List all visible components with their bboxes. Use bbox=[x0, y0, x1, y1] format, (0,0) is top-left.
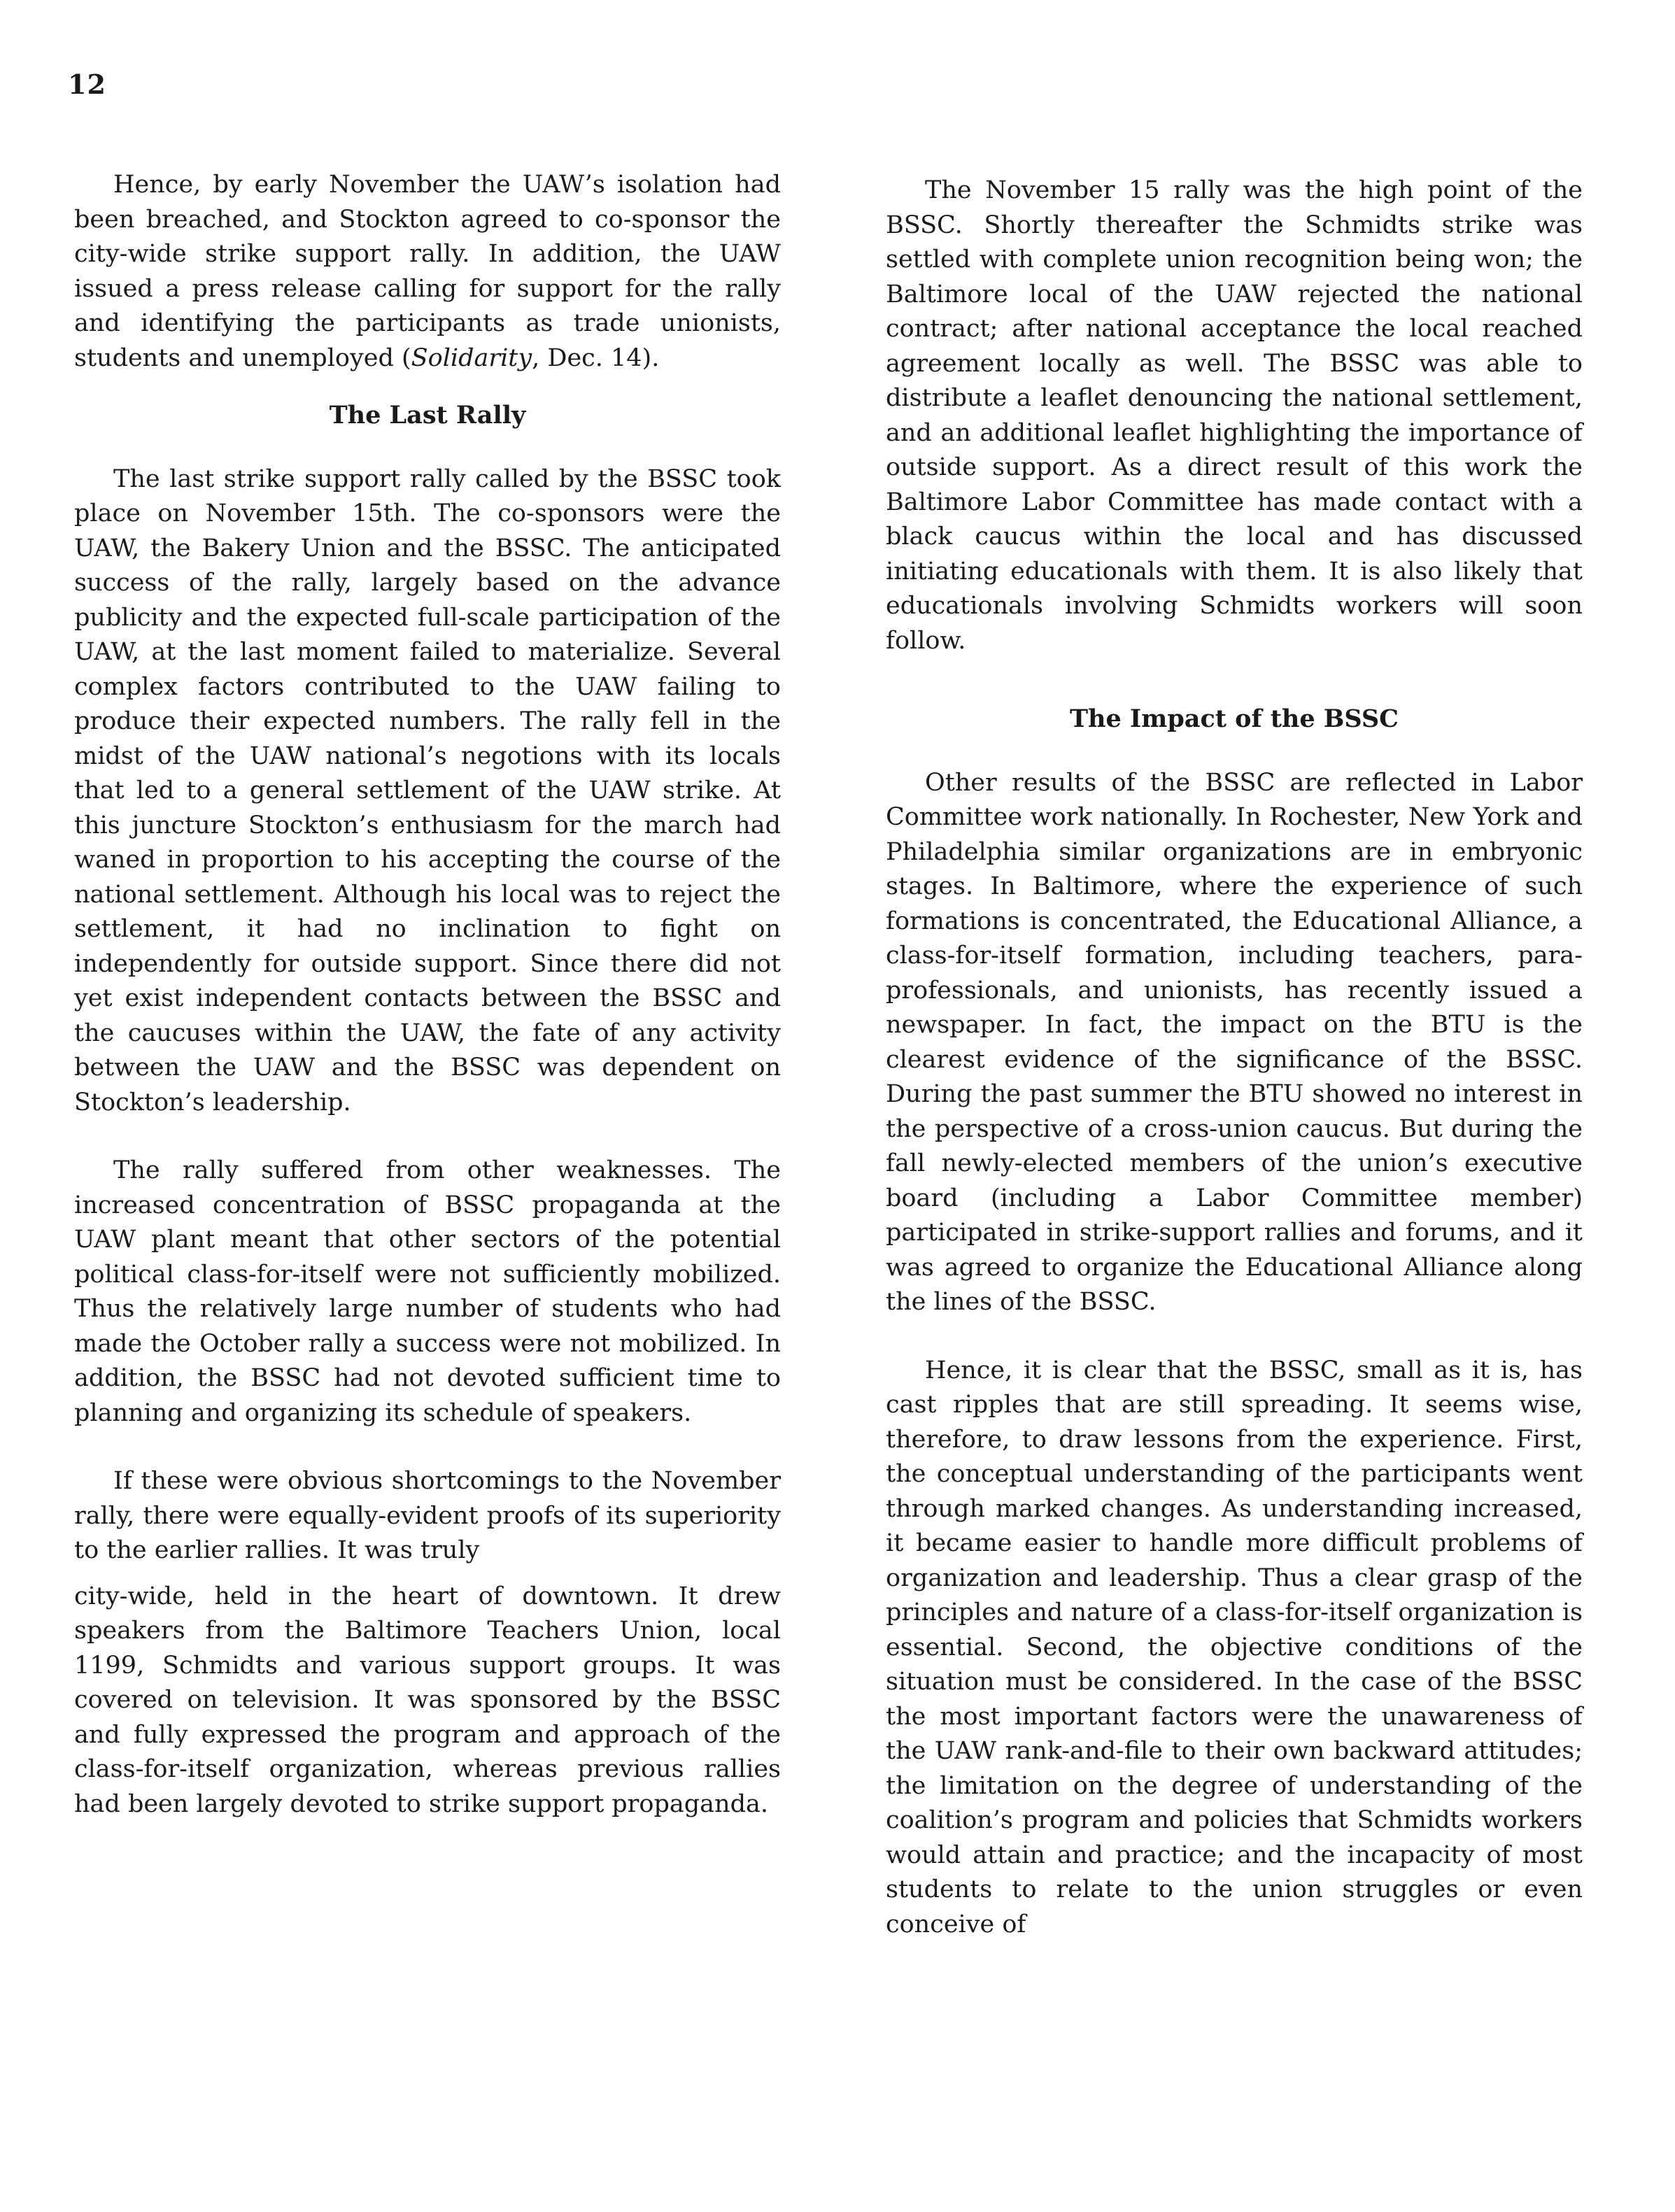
right-column bbox=[886, 168, 1583, 1942]
left-paragraph-3: The rally suffered from other weaknesses. The increased concentration of BSSC propaganda at the UAW plant meant that other sectors of the potential political class-for-itself were not sufficiently mobilized. Thus the relatively large number of students who had made the October rally a success were not mobilized. In addition, the BSSC had not devoted sufficient time to planning and organizing its schedule of speakers. bbox=[74, 1156, 781, 1427]
heading-last-rally: The Last Rally bbox=[329, 401, 526, 430]
right-paragraph-1: The November 15 rally was the high point of the BSSC. Shortly thereafter the Schmidts strike was settled with complete union recognition being won; the Baltimore local of the UAW rejected the national contract; after national acceptance the local reached agreement locally as well. The BSSC was able to distribute a leaflet denouncing the national settlement, and an additional leaflet highlighting the importance of outside support. As a direct result of this work the Baltimore Labor Committee has made contact with a black caucus within the local and has discussed initiating educationals with them. It is also likely that educationals involving Schmidts workers will soon follow. bbox=[886, 176, 1583, 655]
left-paragraph-2: The last strike support rally called by the BSSC took place on November 15th. The co-sponsors were the UAW, the Bakery Union and the BSSC. The anticipated success of the rally, largely based on the advance publicity and the expected full-scale participation of the UAW, at the last moment failed to materialize. Several complex factors contributed to the UAW failing to produce their expected numbers. The rally fell in the midst of the UAW national’s negotions with its locals that led to a general settlement of the UAW strike. At this juncture Stockton’s enthusiasm for the march had waned in proportion to his accepting the course of the national settlement. Although his local was to reject the settlement, it had no inclination to fight on independently for outside support. Since there did not yet exist independent contacts between the BSSC and the caucuses within the UAW, the fate of any activity between the UAW and the BSSC was dependent on Stockton’s leadership. bbox=[74, 465, 781, 1116]
left-paragraph-1-end: , Dec. 14). bbox=[532, 343, 660, 372]
page-number: 12 bbox=[68, 69, 106, 100]
citation-solidarity: Solidarity bbox=[411, 343, 532, 372]
right-paragraph-3: Hence, it is clear that the BSSC, small as it is, has cast ripples that are still spreading. It seems wise, therefore, to draw lessons from the experience. First, the conceptual understanding of the participants went through marked changes. As understanding increased, it became easier to handle more difficult problems of organization and leadership. Thus a clear grasp of the principles and nature of a class-for-itself organization is essential. Second, the objective conditions of the situation must be considered. In the case of the BSSC the most important factors were the unawareness of the UAW rank-and-file to their own backward attitudes; the limitation on the degree of understanding of the coalition’s program and policies that Schmidts workers would attain and practice; and the incapacity of most students to relate to the union struggles or even conceive of bbox=[886, 1356, 1583, 1938]
left-paragraph-1-text: Hence, by early November the UAW’s isolation had been breached, and Stockton agreed to co-sponsor the city-wide strike support rally. In addition, the UAW issued a press release calling for support for the rally and identifying the participants as trade unionists, students and unemployed ( bbox=[74, 171, 781, 372]
left-paragraph-4: If these were obvious shortcomings to the November rally, there were equally-evident proofs of its superiority to the earlier rallies. It was truly bbox=[74, 1467, 781, 1564]
right-paragraph-2: Other results of the BSSC are reflected in Labor Committee work nationally. In Rochester, New York and Philadelphia similar organizations are in embryonic stages. In Baltimore, where the experience of such formations is concentrated, the Educational Alliance, a class-for-itself formation, including teachers, para-professionals, and unionists, has recently issued a newspaper. In fact, the impact on the BTU is the clearest evidence of the significance of the BSSC. During the past summer the BTU showed no interest in the perspective of a cross-union caucus. But during the fall newly-elected members of the union’s executive board (including a Labor Committee member) participated in strike-support rallies and forums, and it was agreed to organize the Educational Alliance along the lines of the BSSC. bbox=[886, 768, 1583, 1316]
left-paragraph-5: city-wide, held in the heart of downtown. It drew speakers from the Baltimore Teachers Union, local 1199, Schmidts and various support groups. It was covered on television. It was sponsored by the BSSC and fully expressed the program and approach of the class-for-itself organization, whereas previous rallies had been largely devoted to strike support propaganda. bbox=[74, 1582, 781, 1818]
left-column bbox=[74, 168, 781, 1822]
heading-impact-of-bssc: The Impact of the BSSC bbox=[1069, 704, 1399, 733]
left-paragraph-1 bbox=[74, 168, 781, 376]
